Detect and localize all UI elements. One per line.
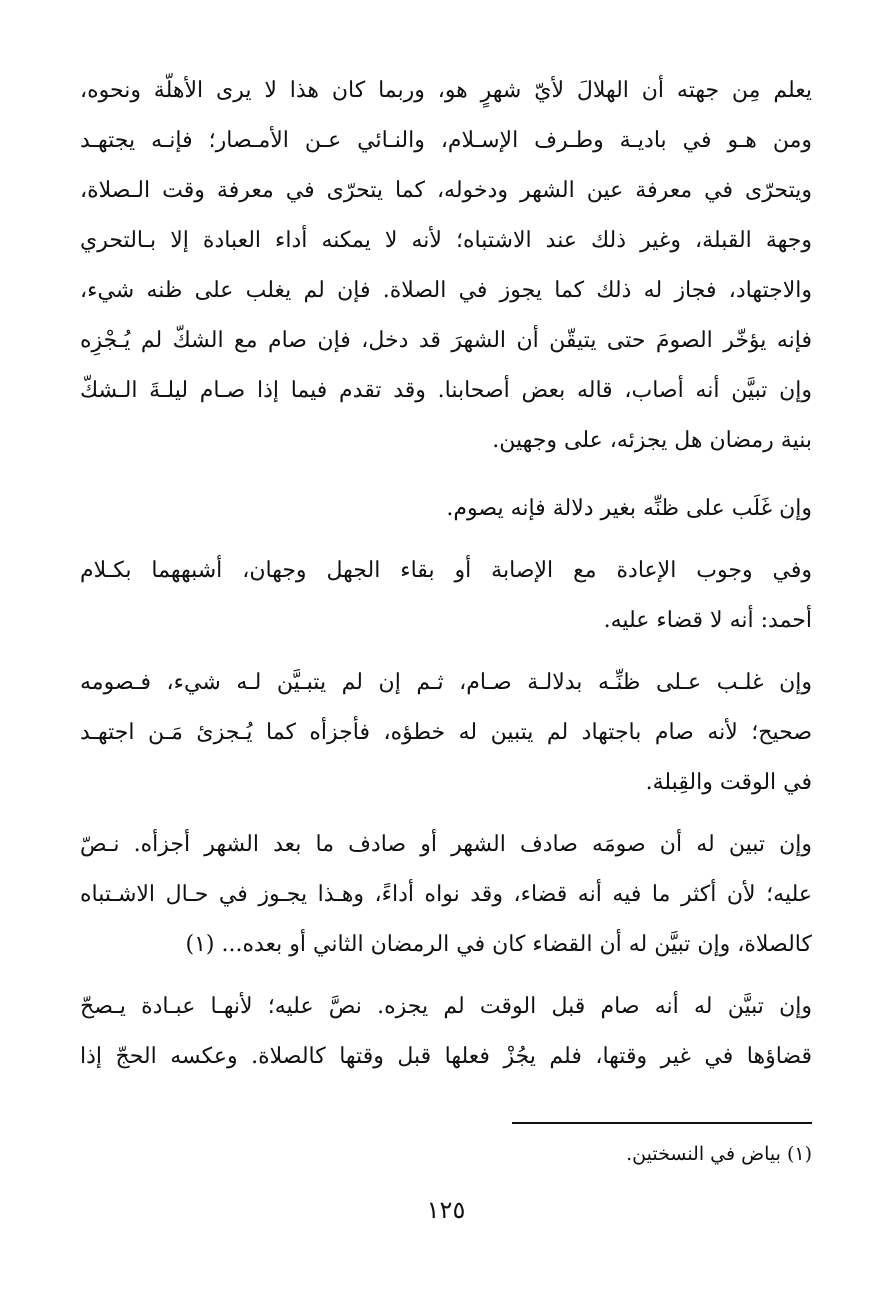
text-line: وإن تبيَّن أنه أصاب، قاله بعض أصحابنا. وقد تقدم فيما إذا صـام ليلـةَ الـشكّ <box>80 378 812 403</box>
text-line: وإن تبيَّن له أنه صام قبل الوقت لم يجزه. نصَّ عليه؛ لأنهـا عبـادة يـصحّ <box>80 994 812 1019</box>
text-line: وجهة القبلة، وغير ذلك عند الاشتباه؛ لأنه لا يمكنه أداء العبادة إلا بـالتحري <box>80 228 812 253</box>
text-line: والاجتهاد، فجاز له ذلك كما يجوز في الصلاة. فإن لم يغلب على ظنه شيء، <box>80 278 812 303</box>
text-line: وإن تبين له أن صومَه صادف الشهر أو صادف ما بعد الشهر أجزأه. نـصّ <box>80 832 812 857</box>
text-line: أحمد: أنه لا قضاء عليه. <box>603 608 812 633</box>
paragraph-2 <box>80 484 812 534</box>
paragraph-1 <box>80 66 812 466</box>
text-line: قضاؤها في غير وقتها، فلم يجُزْ فعلها قبل وقتها كالصلاة. وعكسه الحجّ إذا <box>80 1044 812 1069</box>
text-line: صحيح؛ لأنه صام باجتهاد لم يتبين له خطؤه، فأجزأه كما يُـجزئ مَـن اجتهـد <box>80 720 812 745</box>
text-line: كالصلاة، وإن تبيَّن له أن القضاء كان في الرمضان الثاني أو بعده... (١) <box>185 932 812 957</box>
page-number: ١٢٥ <box>426 1196 466 1224</box>
paragraph-3 <box>80 546 812 646</box>
paragraph-4 <box>80 658 812 808</box>
text-line: وإن غَلَب على ظنِّه بغير دلالة فإنه يصوم. <box>446 496 812 521</box>
text-line: فإنه يؤخّر الصومَ حتى يتيقّن أن الشهرَ قد دخل، فإن صام مع الشكّ لم يُـجْزِه <box>80 328 812 353</box>
text-line: ومن هـو في باديـة وطـرف الإسـلام، والنـائي عـن الأمـصار؛ فإنـه يجتهـد <box>80 128 812 153</box>
paragraph-5 <box>80 820 812 970</box>
text-line: بنية رمضان هل يجزئه، على وجهين. <box>492 428 812 453</box>
text-line: ويتحرّى في معرفة عين الشهر ودخوله، كما يتحرّى في معرفة وقت الـصلاة، <box>80 178 812 203</box>
footnote-separator <box>512 1122 812 1124</box>
text-line: وإن غلـب عـلى ظنِّـه بدلالـة صـام، ثـم إن لم يتبـيَّن لـه شيء، فـصومه <box>80 670 812 695</box>
text-line: في الوقت والقِبلة. <box>645 770 812 795</box>
footnote: (١) بياض في النسختين. <box>626 1143 812 1165</box>
text-line: عليه؛ لأن أكثر ما فيه أنه قضاء، وقد نواه أداءً، وهـذا يجـوز في حـال الاشـتباه <box>80 882 812 907</box>
paragraph-6 <box>80 982 812 1082</box>
text-line: يعلم مِن جهته أن الهلالَ لأيّ شهرٍ هو، وربما كان هذا لا يرى الأهلّة ونحوه، <box>80 78 812 103</box>
text-line: وفي وجوب الإعادة مع الإصابة أو بقاء الجهل وجهان، أشبههما بكـلام <box>80 558 812 583</box>
